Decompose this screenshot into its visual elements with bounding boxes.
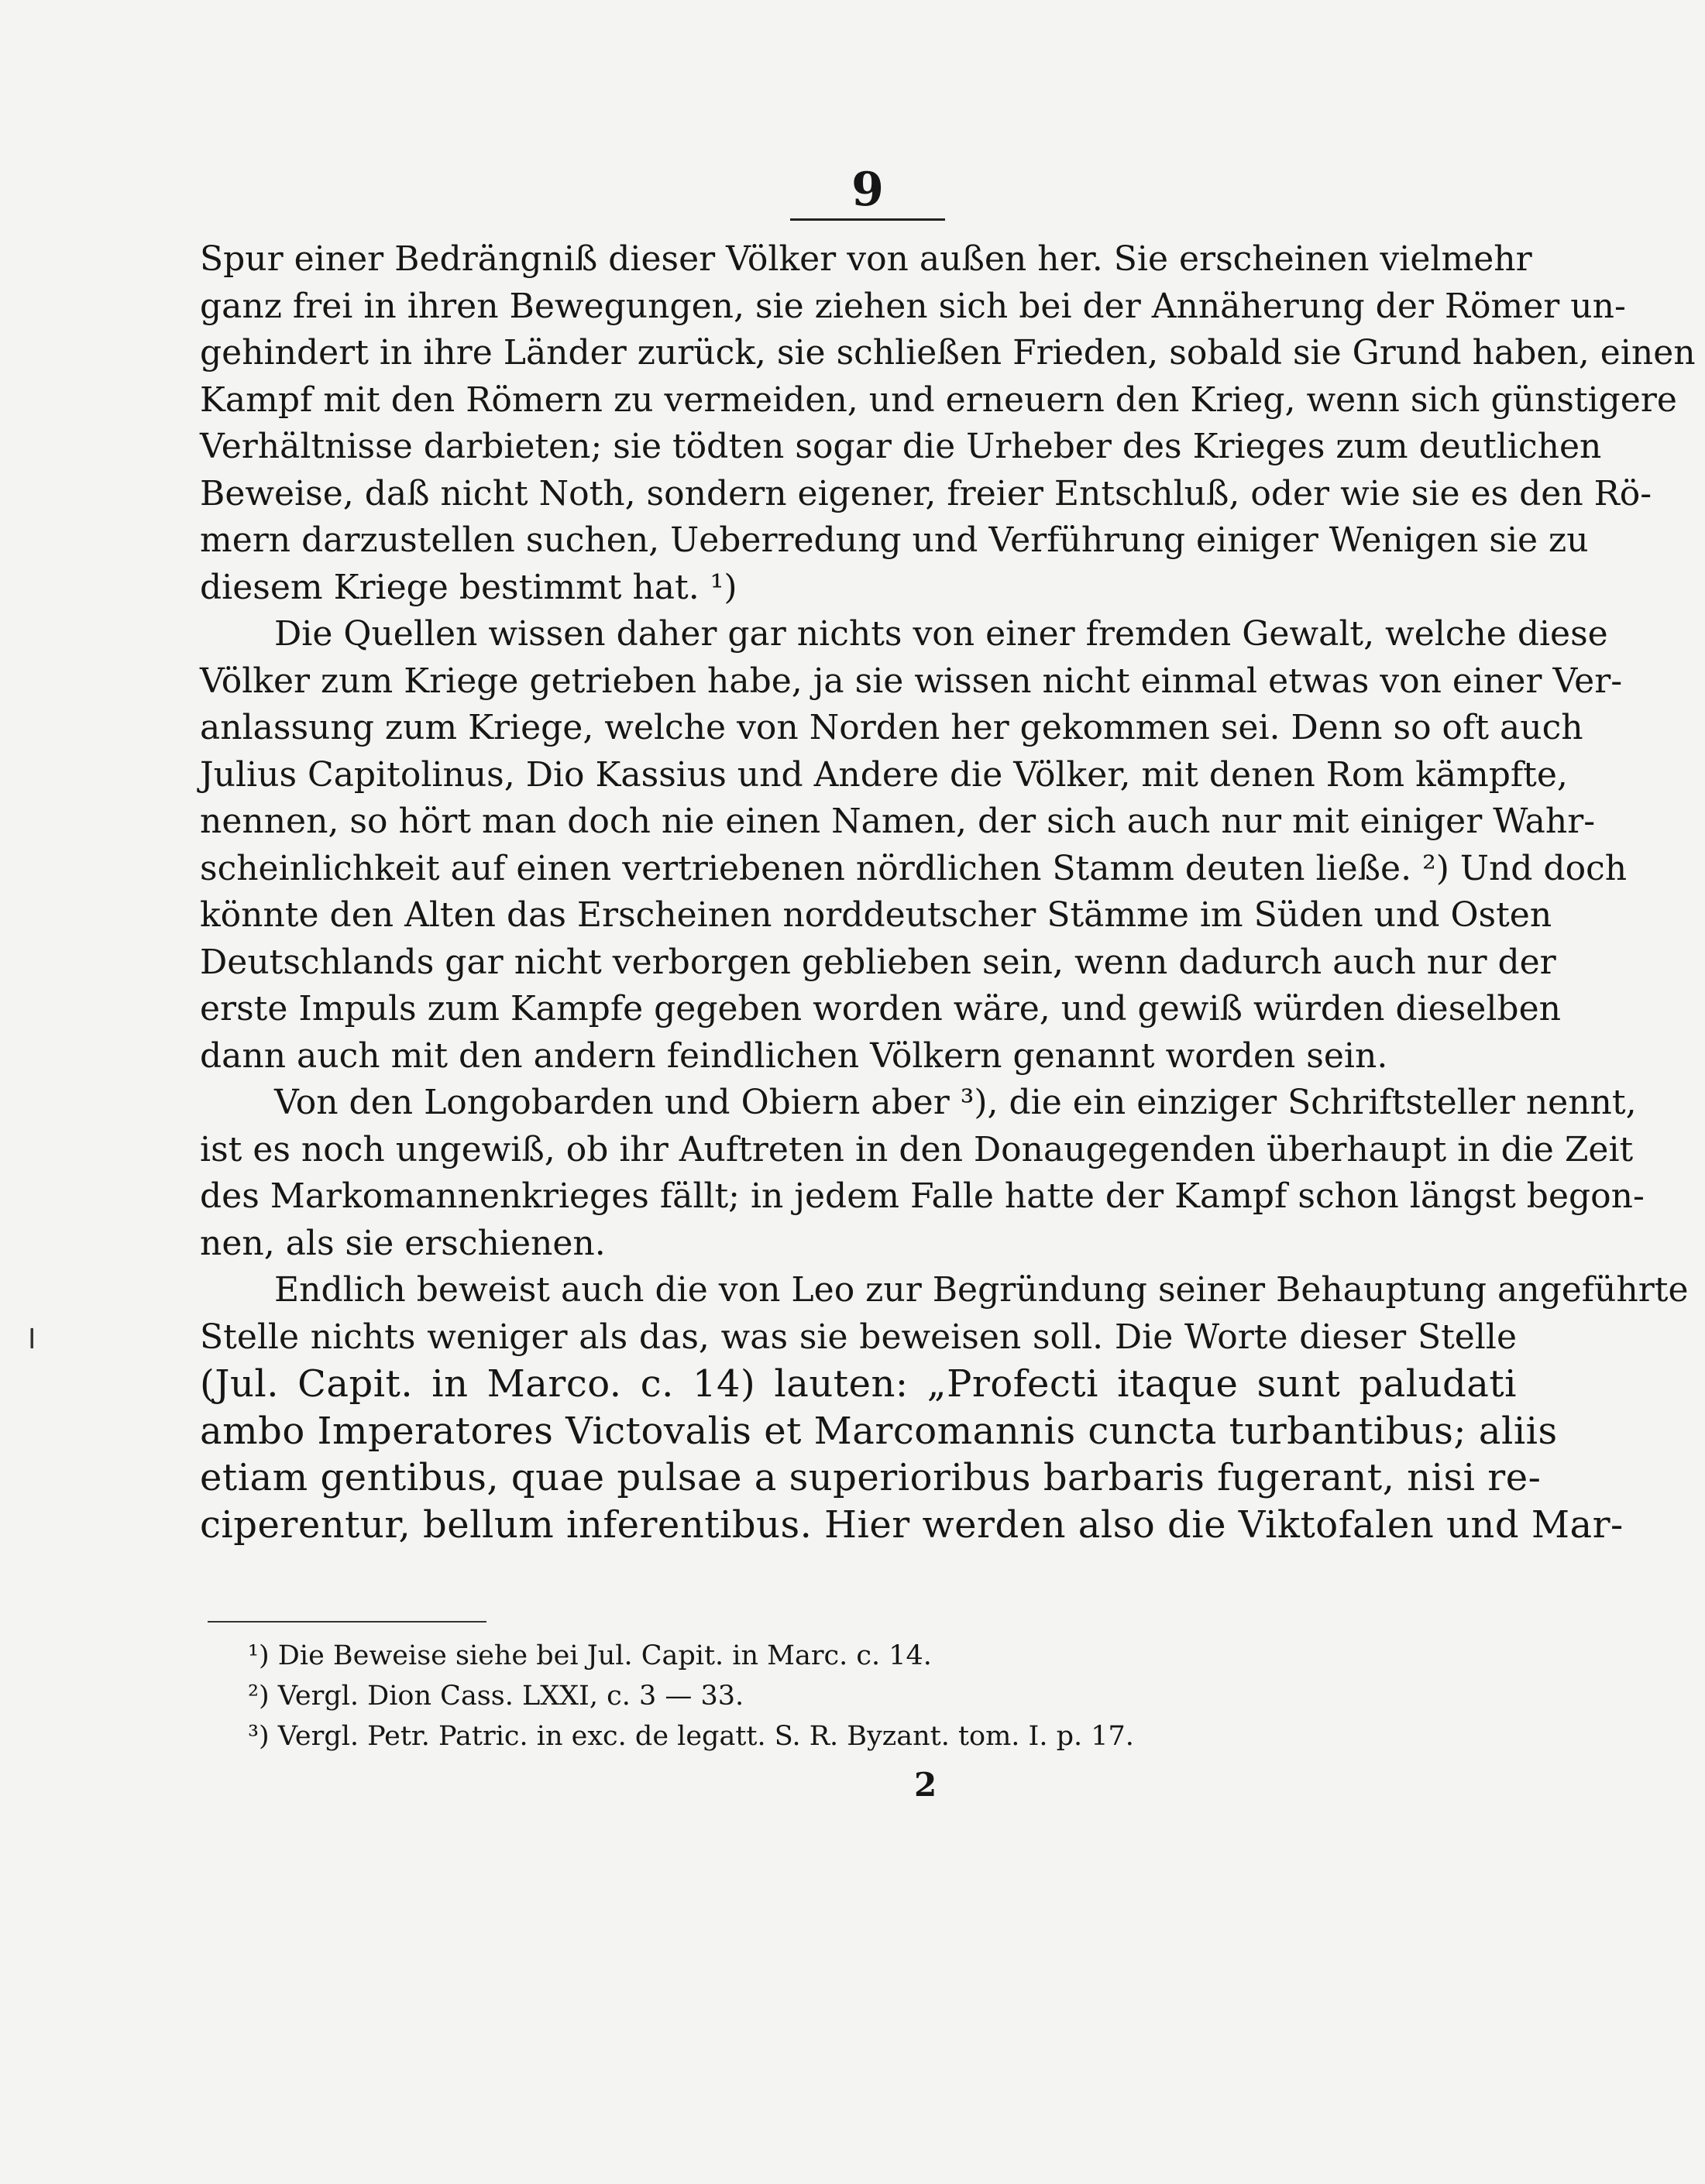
text-line: Spur einer Bedrängniß dieser Völker von außen her. Sie erscheinen vielmehr: [200, 239, 1532, 279]
text-line: nen, als sie erschienen.: [200, 1223, 606, 1263]
text-line: dann auch mit den andern feindlichen Völkern genannt worden sein.: [200, 1035, 1388, 1076]
text-line: erste Impuls zum Kampfe gegeben worden wäre, und gewiß würden dieselben: [200, 989, 1561, 1028]
main-text: [200, 236, 1696, 1548]
text-line: etiam gentibus, quae pulsae a superioribus barbaris fugerant, nisi re-: [200, 1456, 1542, 1499]
text-line: Kampf mit den Römern zu vermeiden, und erneuern den Krieg, wenn sich günstigere: [200, 379, 1677, 420]
text-line: diesem Kriege bestimmt hat. ¹): [200, 567, 737, 607]
text-line: mern darzustellen suchen, Ueberredung und Verführung einiger Wenigen sie zu: [200, 520, 1589, 560]
footnotes: [248, 1636, 1410, 1756]
text-line: Stelle nichts weniger als das, was sie beweisen soll. Die Worte dieser Stelle: [200, 1317, 1517, 1357]
text-line: ambo Imperatores Victovalis et Marcomannis cuncta turbantibus; aliis: [200, 1409, 1558, 1453]
text-line: scheinlichkeit auf einen vertriebenen nördlichen Stamm deuten ließe. ²) Und doch: [200, 848, 1628, 888]
text-line: nennen, so hört man doch nie einen Namen, der sich auch nur mit einiger Wahr-: [200, 802, 1596, 841]
text-line: Verhältnisse darbieten; sie tödten sogar die Urheber des Krieges zum deutlichen: [200, 427, 1602, 466]
footnote: ¹) Die Beweise siehe bei Jul. Capit. in Marc. c. 14.: [248, 1640, 932, 1671]
text-line: Deutschlands gar nicht verborgen geblieben sein, wenn dadurch auch nur der: [200, 942, 1556, 982]
text-line: Julius Capitolinus, Dio Kassius und Andere die Völker, mit denen Rom kämpfte,: [200, 754, 1568, 795]
text-line: gehindert in ihre Länder zurück, sie schließen Frieden, sobald sie Grund haben, einen: [200, 333, 1696, 373]
page-number: 9: [851, 163, 884, 217]
text-line: könnte den Alten das Erscheinen norddeutscher Stämme im Süden und Osten: [200, 895, 1552, 935]
text-line: Völker zum Kriege getrieben habe, ja sie wissen nicht einmal etwas von einer Ver-: [200, 661, 1623, 701]
footnote-rule: [208, 1621, 486, 1623]
text-line: ciperentur, bellum inferentibus. Hier werden also die Viktofalen und Mar-: [200, 1502, 1624, 1547]
text-line: Endlich beweist auch die von Leo zur Begründung seiner Behauptung angeführte: [274, 1270, 1689, 1310]
footnote: ²) Vergl. Dion Cass. LXXI, c. 3 — 33.: [248, 1681, 744, 1712]
printer-signature-mark: 2: [914, 1766, 937, 1804]
text-line: ganz frei in ihren Bewegungen, sie ziehen sich bei der Annäherung der Römer un-: [200, 286, 1626, 326]
text-line: Von den Longobarden und Obiern aber ³), die ein einziger Schriftsteller nennt,: [274, 1083, 1637, 1122]
text-line: des Markomannenkrieges fällt; in jedem Falle hatte der Kampf schon längst begon-: [200, 1176, 1645, 1216]
text-line: Die Quellen wissen daher gar nichts von einer fremden Gewalt, welche diese: [274, 614, 1608, 654]
margin-tick-mark: ╷: [22, 1309, 43, 1348]
text-line: Beweise, daß nicht Noth, sondern eigener, freier Entschluß, oder wie sie es den Rö-: [200, 473, 1652, 513]
text-line: ist es noch ungewiß, ob ihr Auftreten in den Donaugegenden überhaupt in die Zeit: [200, 1129, 1634, 1169]
text-line: (Jul. Capit. in Marco. c. 14) lauten: „Profecti itaque sunt paludati: [200, 1362, 1517, 1406]
text-line: anlassung zum Kriege, welche von Norden her gekommen sei. Denn so oft auch: [200, 708, 1583, 747]
header-rule: [790, 218, 945, 221]
footnote: ³) Vergl. Petr. Patric. in exc. de legatt. S. R. Byzant. tom. I. p. 17.: [248, 1721, 1134, 1752]
